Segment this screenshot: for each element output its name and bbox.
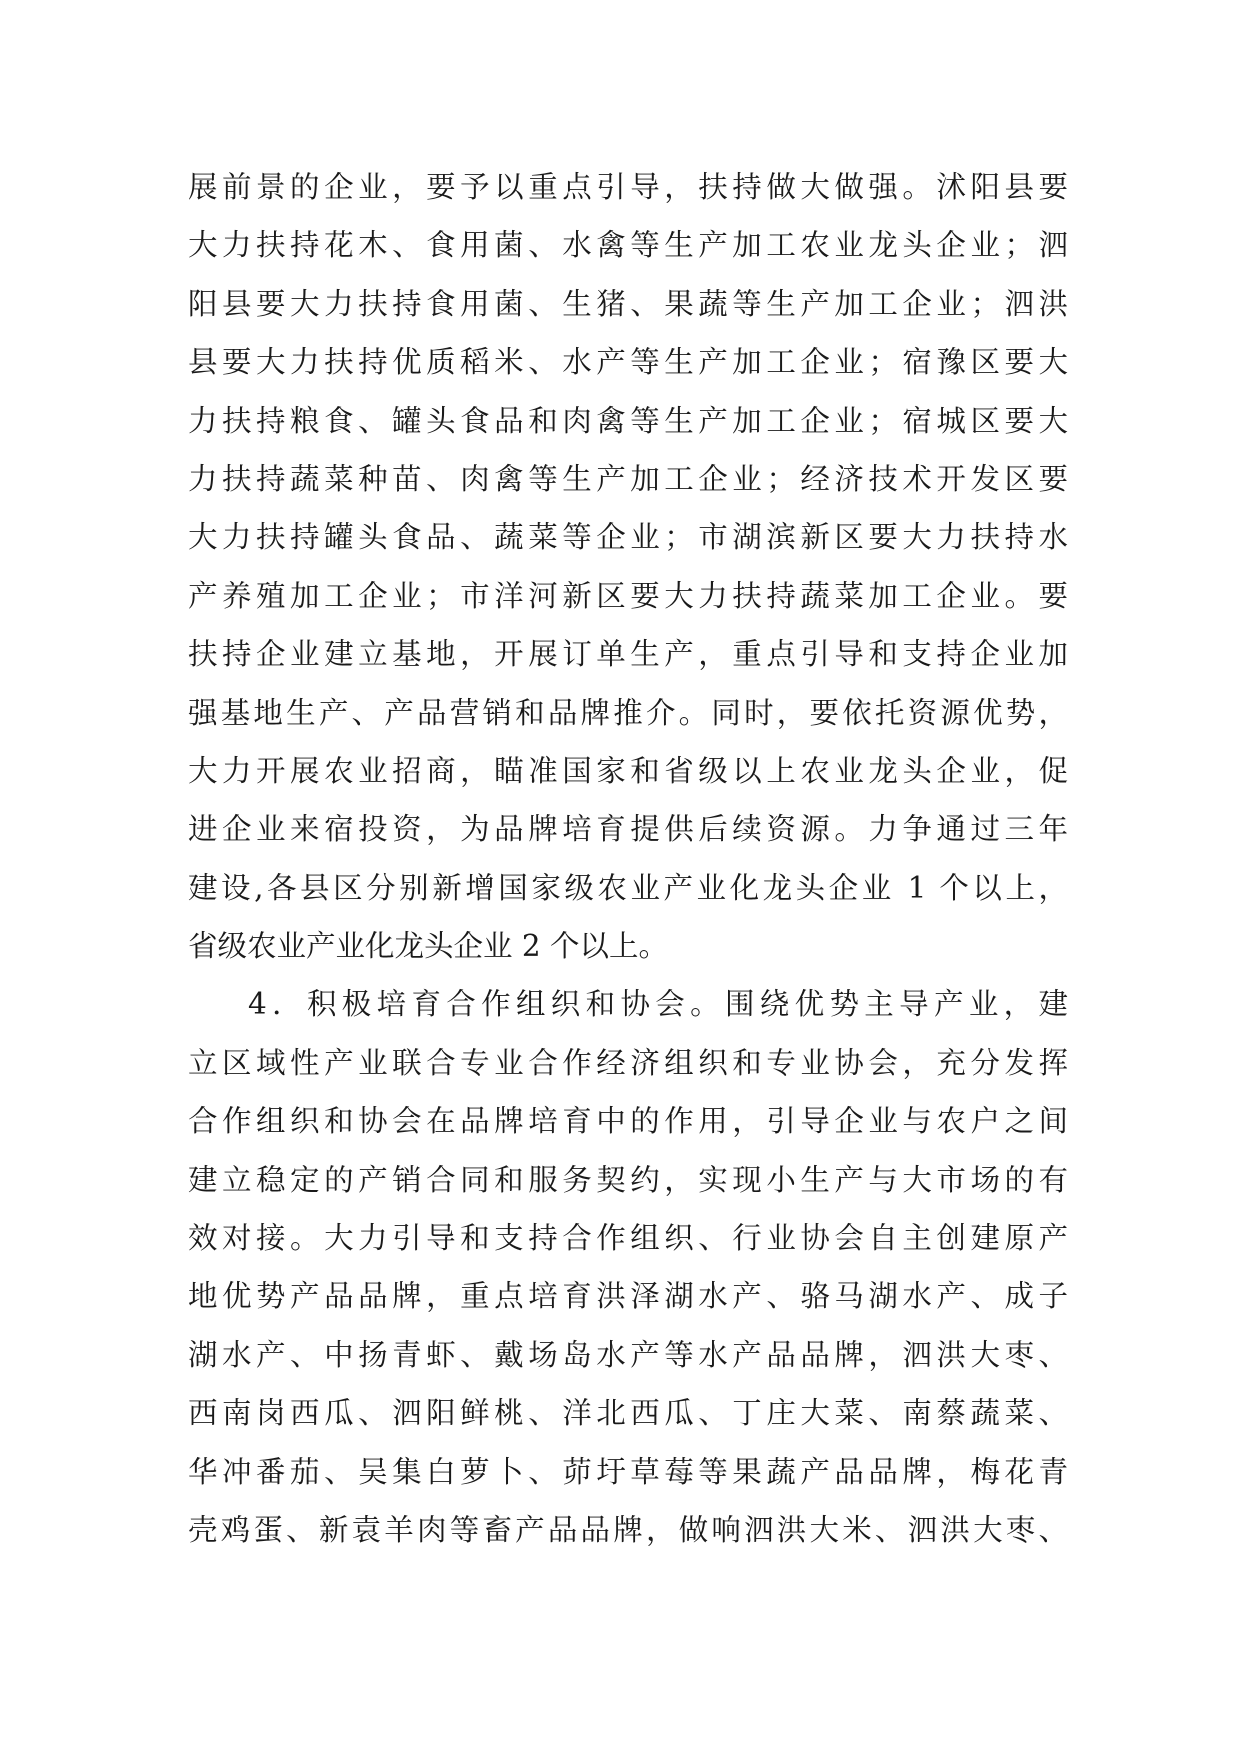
- body-text: [188, 158, 1068, 1559]
- text-line: 进企业来宿投资，为品牌培育提供后续资源。力争通过三年: [188, 812, 1068, 847]
- paragraph-last-line: 省级农业产业化龙头企业 2 个以上。: [188, 929, 669, 964]
- text-line: 湖水产、中扬青虾、戴场岛水产等水产品品牌，泗洪大枣、: [188, 1337, 1068, 1372]
- text-line: 产养殖加工企业；市洋河新区要大力扶持蔬菜加工企业。要: [188, 578, 1068, 613]
- text-line: 壳鸡蛋、新袁羊肉等畜产品品牌，做响泗洪大米、泗洪大枣、: [188, 1512, 1068, 1547]
- text-line: 力扶持蔬菜种苗、肉禽等生产加工企业；经济技术开发区要: [188, 461, 1068, 496]
- text-line: 大力扶持花木、食用菌、水禽等生产加工农业龙头企业；泗: [188, 228, 1068, 263]
- text-line: 阳县要大力扶持食用菌、生猪、果蔬等生产加工企业；泗洪: [188, 286, 1068, 321]
- text-line: 建立稳定的产销合同和服务契约，实现小生产与大市场的有: [188, 1162, 1068, 1197]
- text-line: 华冲番茄、吴集白萝卜、茆圩草莓等果蔬产品品牌，梅花青: [188, 1454, 1068, 1489]
- text-line: 大力扶持罐头食品、蔬菜等企业；市湖滨新区要大力扶持水: [188, 520, 1068, 555]
- text-line: 西南岗西瓜、泗阳鲜桃、洋北西瓜、丁庄大菜、南蔡蔬菜、: [188, 1396, 1068, 1431]
- text-line: 大力开展农业招商，瞄准国家和省级以上农业龙头企业，促: [188, 753, 1068, 788]
- text-line: 地优势产品品牌，重点培育洪泽湖水产、骆马湖水产、成子: [188, 1279, 1068, 1314]
- text-line: 展前景的企业，要予以重点引导，扶持做大做强。沭阳县要: [188, 170, 1068, 204]
- text-line: 立区域性产业联合专业合作经济组织和专业协会，充分发挥: [188, 1045, 1068, 1080]
- text-line: 建设,各县区分别新增国家级农业产业化龙头企业 1 个以上，: [188, 870, 1068, 905]
- section-heading-line: 4．积极培育合作组织和协会。围绕优势主导产业，建: [248, 987, 1068, 1022]
- text-line: 合作组织和协会在品牌培育中的作用，引导企业与农户之间: [188, 1104, 1068, 1139]
- text-line: 扶持企业建立基地，开展订单生产，重点引导和支持企业加: [188, 637, 1068, 672]
- text-line: 县要大力扶持优质稻米、水产等生产加工企业；宿豫区要大: [188, 345, 1068, 380]
- text-line: 强基地生产、产品营销和品牌推介。同时，要依托资源优势，: [188, 695, 1068, 730]
- text-line: 力扶持粮食、罐头食品和肉禽等生产加工企业；宿城区要大: [188, 403, 1068, 438]
- text-line: 效对接。大力引导和支持合作组织、行业协会自主创建原产: [188, 1221, 1068, 1256]
